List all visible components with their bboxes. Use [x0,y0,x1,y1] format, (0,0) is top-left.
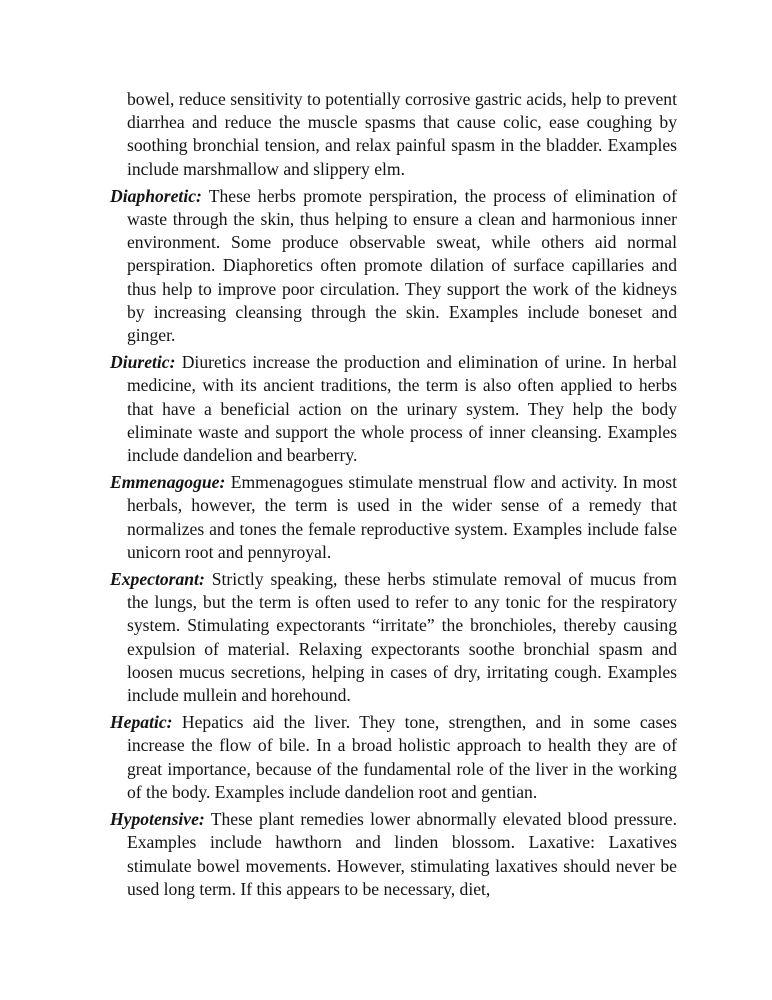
continuation-paragraph [110,88,677,181]
glossary-term: Hepatic: [110,712,173,733]
glossary-definition: These herbs promote perspiration, the process of elimination of waste through the skin, thus helping to ensure a clean and harmonious inner environment. Some produce observable sweat, while others aid normal perspiration. Diaphoretics often promote dilation of surface capillaries and thus help to improve poor circulation. They support the work of the kidneys by increasing cleansing through the skin. Examples include boneset and ginger. [127,185,677,346]
glossary-entry-expectorant [110,568,677,707]
glossary-entry-diaphoretic [110,185,677,347]
glossary-definition: Hepatics aid the liver. They tone, strengthen, and in some cases increase the flow of bile. In a broad holistic approach to health they are of great importance, because of the fundamental role of the liver in the working of the body. Examples include dandelion root and gentian. [127,712,677,802]
glossary-term: Diaphoretic: [110,185,202,206]
glossary-term: Diuretic: [110,352,176,373]
glossary-definition: Emmenagogues stimulate menstrual flow and activity. In most herbals, however, the term is used in the wider sense of a remedy that normalizes and tones the female reproductive system. Examples include false unicorn root and pennyroyal. [127,472,677,562]
glossary-term: Hypotensive: [110,809,205,830]
glossary-entry-diuretic [110,351,677,467]
glossary-term: Expectorant: [110,569,205,590]
glossary-entry-hypotensive [110,808,677,901]
glossary-definition: These plant remedies lower abnormally elevated blood pressure. Examples include hawthorn and linden blossom. Laxative: Laxatives stimulate bowel movements. However, stimulating laxatives should never be used long term. If this appears to be necessary, diet, [127,809,677,899]
glossary-definition: Strictly speaking, these herbs stimulate removal of mucus from the lungs, but the term is often used to refer to any tonic for the respiratory system. Stimulating expectorants “irritate” the bronchioles, thereby causing expulsion of material. Relaxing expectorants soothe bronchial spasm and loosen mucus secretions, helping in cases of dry, irritating cough. Examples include mullein and horehound. [127,569,677,706]
glossary-term: Emmenagogue: [110,472,226,493]
glossary-definition: Diuretics increase the production and elimination of urine. In herbal medicine, with its ancient traditions, the term is also often applied to herbs that have a beneficial action on the urinary system. They help the body eliminate waste and support the whole process of inner cleansing. Examples include dandelion and bearberry. [127,352,677,466]
continuation-text: bowel, reduce sensitivity to potentially corrosive gastric acids, help to prevent diarrhea and reduce the muscle spasms that cause colic, ease coughing by soothing bronchial tension, and relax painful spasm in the bladder. Examples include marshmallow and slippery elm. [127,89,677,179]
glossary-entry-hepatic [110,711,677,804]
glossary-entry-emmenagogue [110,471,677,564]
document-page [110,88,677,905]
